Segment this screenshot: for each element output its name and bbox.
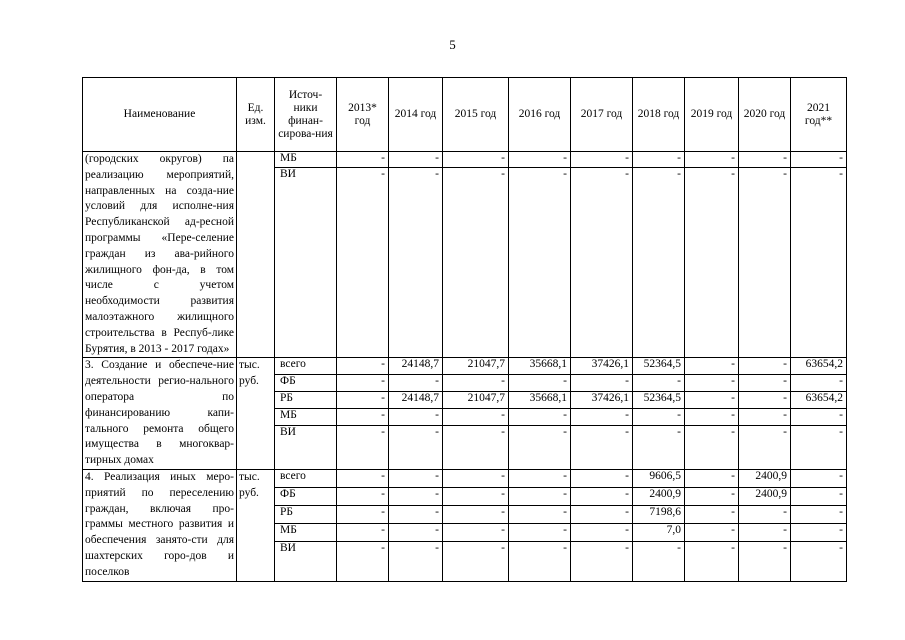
table-body <box>83 152 847 582</box>
value-cell: - <box>685 487 739 505</box>
value-cell: - <box>791 375 847 392</box>
value-cell: - <box>389 167 443 358</box>
funding-source-cell: всего <box>275 358 337 375</box>
value-cell: - <box>791 505 847 523</box>
value-cell: - <box>389 425 443 469</box>
value-cell: - <box>337 425 389 469</box>
funding-source-cell: ФБ <box>275 375 337 392</box>
value-cell: - <box>739 358 791 375</box>
value-cell: - <box>739 152 791 168</box>
value-cell: - <box>739 425 791 469</box>
value-cell: - <box>571 541 633 581</box>
value-cell: - <box>337 167 389 358</box>
value-cell: - <box>739 375 791 392</box>
value-cell: - <box>791 469 847 487</box>
value-cell: - <box>685 358 739 375</box>
funding-source-cell: ВИ <box>275 167 337 358</box>
value-cell: - <box>571 409 633 426</box>
value-cell: 24148,7 <box>389 358 443 375</box>
value-cell: 35668,1 <box>509 358 571 375</box>
value-cell: - <box>633 375 685 392</box>
value-cell: - <box>509 487 571 505</box>
value-cell: - <box>443 409 509 426</box>
value-cell: - <box>389 541 443 581</box>
value-cell: 2400,9 <box>739 487 791 505</box>
unit-cell: тыс. руб. <box>237 358 275 470</box>
table-row <box>83 358 847 375</box>
funding-source-cell: ВИ <box>275 541 337 581</box>
value-cell: - <box>685 375 739 392</box>
value-cell: - <box>509 523 571 541</box>
value-cell: - <box>791 152 847 168</box>
value-cell: - <box>739 392 791 409</box>
column-header: 2014 год <box>389 78 443 152</box>
value-cell: - <box>443 523 509 541</box>
value-cell: - <box>337 487 389 505</box>
value-cell: - <box>571 425 633 469</box>
value-cell: 21047,7 <box>443 358 509 375</box>
value-cell: - <box>685 505 739 523</box>
table-row <box>83 152 847 168</box>
value-cell: - <box>389 523 443 541</box>
unit-cell <box>237 152 275 358</box>
value-cell: - <box>509 409 571 426</box>
column-header: 2015 год <box>443 78 509 152</box>
budget-table <box>82 77 847 582</box>
column-header: 2020 год <box>739 78 791 152</box>
column-header: 2018 год <box>633 78 685 152</box>
value-cell: 52364,5 <box>633 358 685 375</box>
value-cell: - <box>739 523 791 541</box>
page-number: 5 <box>449 37 456 52</box>
value-cell: - <box>509 167 571 358</box>
value-cell: - <box>739 409 791 426</box>
value-cell: - <box>443 152 509 168</box>
value-cell: - <box>571 487 633 505</box>
column-header: Источ-ники финан-сирова-ния <box>275 78 337 152</box>
value-cell: - <box>509 469 571 487</box>
column-header: 2017 год <box>571 78 633 152</box>
value-cell: - <box>389 469 443 487</box>
funding-source-cell: ФБ <box>275 487 337 505</box>
table-row <box>83 469 847 487</box>
value-cell: - <box>389 505 443 523</box>
value-cell: - <box>337 523 389 541</box>
table-header-row <box>83 78 847 152</box>
funding-source-cell: МБ <box>275 409 337 426</box>
value-cell: - <box>791 409 847 426</box>
value-cell: - <box>685 425 739 469</box>
value-cell: - <box>443 375 509 392</box>
column-header: 2013* год <box>337 78 389 152</box>
value-cell: - <box>337 505 389 523</box>
value-cell: 63654,2 <box>791 358 847 375</box>
value-cell: - <box>571 523 633 541</box>
funding-source-cell: РБ <box>275 505 337 523</box>
value-cell: - <box>739 167 791 358</box>
value-cell: 2400,9 <box>739 469 791 487</box>
value-cell: 21047,7 <box>443 392 509 409</box>
value-cell: - <box>337 375 389 392</box>
value-cell: - <box>443 505 509 523</box>
value-cell: - <box>443 541 509 581</box>
value-cell: - <box>443 167 509 358</box>
item-name-cell: 4. Реализация иных меро-приятий по переселению граждан, включая про-граммы местного развития и обеспечения занято-сти для шахтерских горо-дов и поселков <box>83 469 237 581</box>
value-cell: - <box>571 167 633 358</box>
value-cell: - <box>685 409 739 426</box>
value-cell: 37426,1 <box>571 392 633 409</box>
value-cell: - <box>685 541 739 581</box>
value-cell: 24148,7 <box>389 392 443 409</box>
value-cell: - <box>443 469 509 487</box>
item-name-cell: (городских округов) па реализацию мероприятий, направленных на созда-ние условий для исполне-ния Республиканской ад-ресной программы «Пере-селение граждан из ава-рийного жилищного фон-да, в том числе с учетом необходимости развития малоэтажного жилищного строительства в Респуб-лике Бурятия, в 2013 - 2017 годах» <box>83 152 237 358</box>
column-header: Ед. изм. <box>237 78 275 152</box>
value-cell: 37426,1 <box>571 358 633 375</box>
funding-source-cell: МБ <box>275 523 337 541</box>
value-cell: - <box>337 358 389 375</box>
value-cell: - <box>509 152 571 168</box>
value-cell: - <box>509 425 571 469</box>
value-cell: - <box>791 425 847 469</box>
value-cell: - <box>509 541 571 581</box>
column-header: 2019 год <box>685 78 739 152</box>
value-cell: - <box>791 541 847 581</box>
value-cell: - <box>685 152 739 168</box>
value-cell: 9606,5 <box>633 469 685 487</box>
value-cell: - <box>791 523 847 541</box>
funding-source-cell: МБ <box>275 152 337 168</box>
value-cell: - <box>389 375 443 392</box>
value-cell: - <box>509 375 571 392</box>
value-cell: - <box>791 487 847 505</box>
funding-source-cell: всего <box>275 469 337 487</box>
item-name-cell: 3. Создание и обеспече-ние деятельности регио-нального оператора по финансированию капи-тального ремонта общего имущества в многоквар-тирных домах <box>83 358 237 470</box>
value-cell: - <box>739 505 791 523</box>
value-cell: - <box>633 409 685 426</box>
value-cell: - <box>389 409 443 426</box>
value-cell: - <box>443 425 509 469</box>
value-cell: - <box>571 505 633 523</box>
value-cell: - <box>633 541 685 581</box>
value-cell: - <box>337 541 389 581</box>
value-cell: - <box>739 541 791 581</box>
value-cell: - <box>337 152 389 168</box>
value-cell: - <box>791 167 847 358</box>
value-cell: - <box>571 469 633 487</box>
column-header: 2016 год <box>509 78 571 152</box>
value-cell: 52364,5 <box>633 392 685 409</box>
value-cell: - <box>337 392 389 409</box>
value-cell: 7198,6 <box>633 505 685 523</box>
value-cell: 7,0 <box>633 523 685 541</box>
value-cell: - <box>389 152 443 168</box>
value-cell: - <box>443 487 509 505</box>
value-cell: 63654,2 <box>791 392 847 409</box>
value-cell: - <box>571 375 633 392</box>
column-header: Наименование <box>83 78 237 152</box>
funding-source-cell: ВИ <box>275 425 337 469</box>
value-cell: - <box>389 487 443 505</box>
value-cell: - <box>337 409 389 426</box>
value-cell: - <box>685 469 739 487</box>
value-cell: - <box>685 392 739 409</box>
column-header: 2021 год** <box>791 78 847 152</box>
value-cell: - <box>571 152 633 168</box>
unit-cell: тыс. руб. <box>237 469 275 581</box>
value-cell: - <box>685 167 739 358</box>
value-cell: 2400,9 <box>633 487 685 505</box>
value-cell: - <box>633 425 685 469</box>
value-cell: - <box>633 167 685 358</box>
value-cell: - <box>633 152 685 168</box>
funding-source-cell: РБ <box>275 392 337 409</box>
value-cell: - <box>685 523 739 541</box>
value-cell: 35668,1 <box>509 392 571 409</box>
value-cell: - <box>337 469 389 487</box>
value-cell: - <box>509 505 571 523</box>
